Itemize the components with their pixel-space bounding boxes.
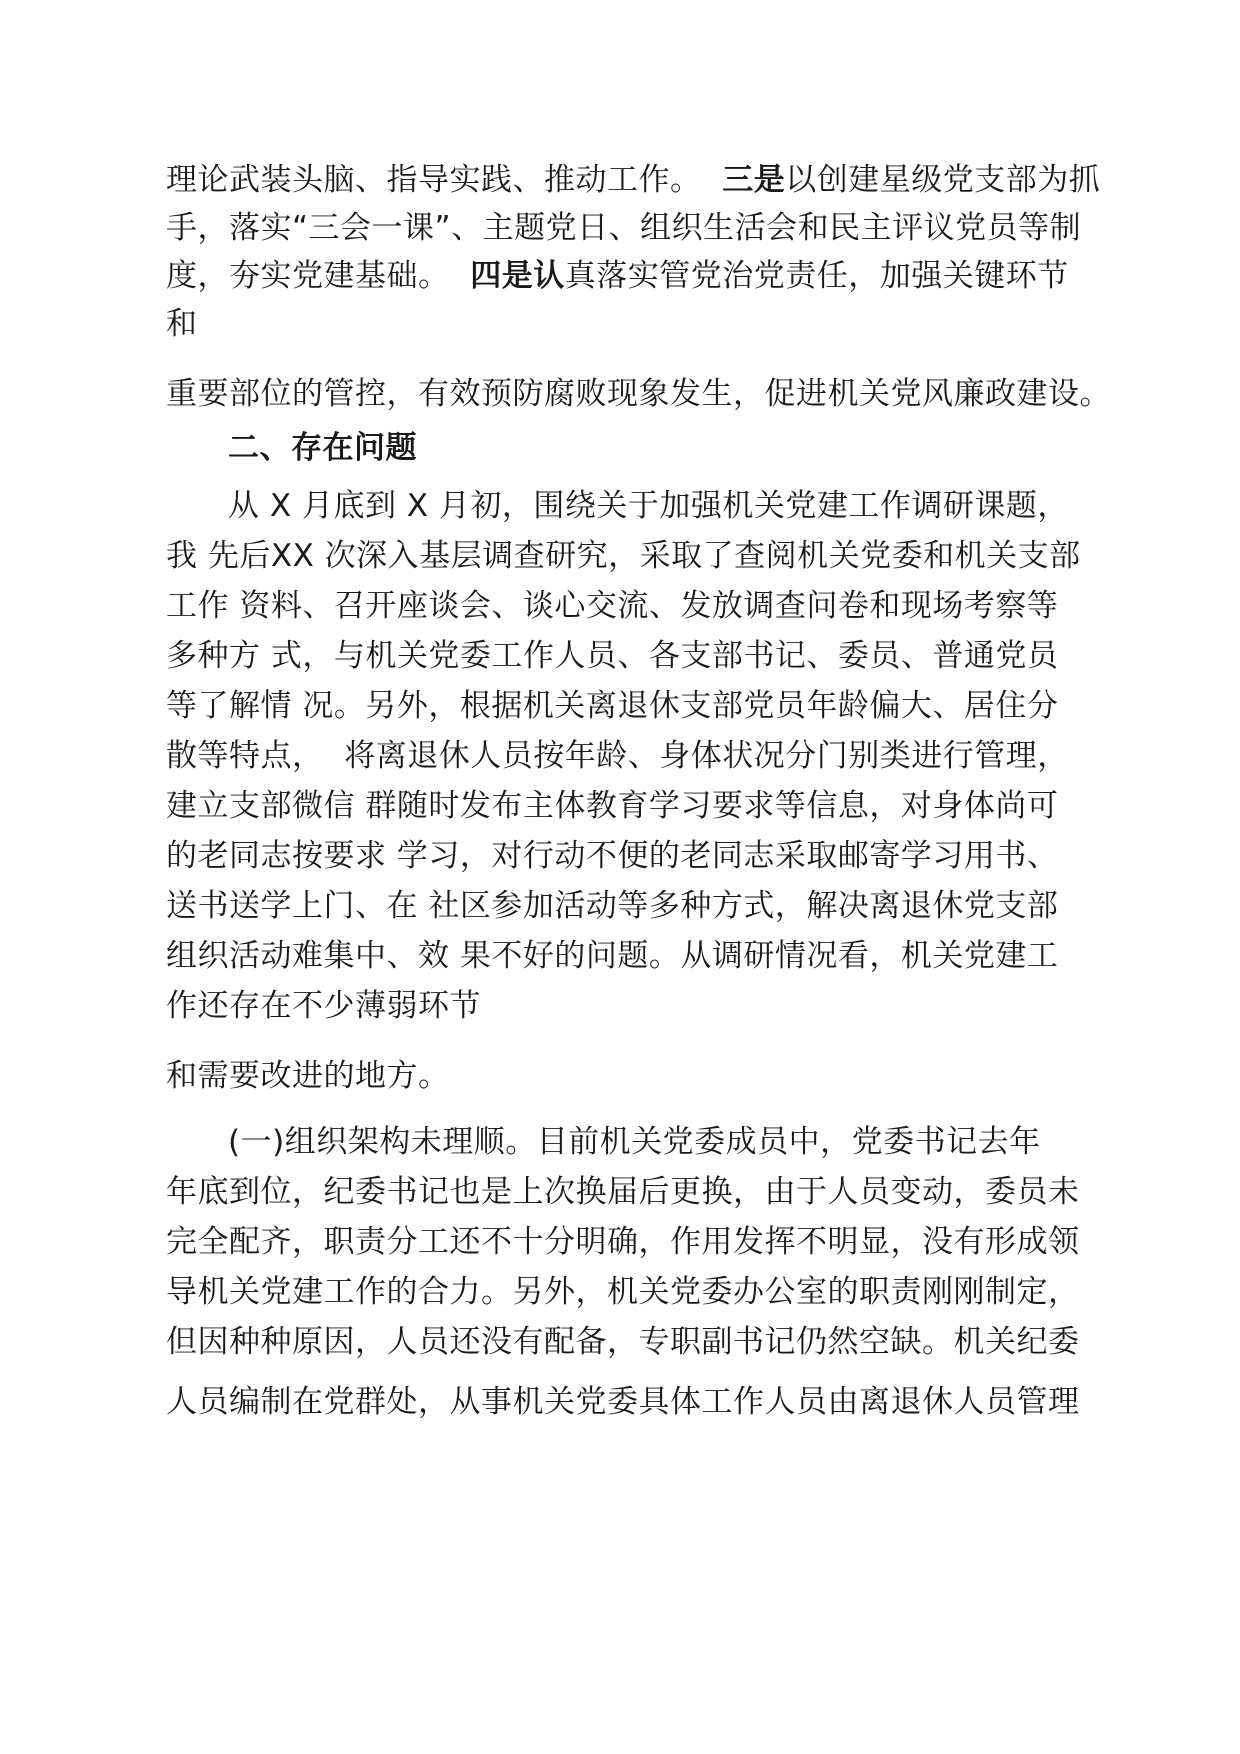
body-text-line: 从 X 月底到 X 月初，围绕关于加强机关党建工作调研课题， xyxy=(228,488,1069,524)
body-text-line: 重要部位的管控，有效预防腐败现象发生，促进机关党风廉政建设。 xyxy=(166,376,1111,412)
body-text-line: 作还存在不少薄弱环节 xyxy=(166,988,481,1024)
body-text-line: 年底到位，纪委书记也是上次换届后更换，由于人员变动，委员未 xyxy=(166,1174,1080,1210)
body-text-line xyxy=(166,160,1100,200)
text-segment: 理论武装头脑、指导实践、推动工作。 xyxy=(166,162,723,198)
body-text-line: 组织活动难集中、效 果不好的问题。从调研情况看，机关党建工 xyxy=(166,938,1059,974)
body-text-line: 人员编制在党群处，从事机关党委具体工作人员由离退休人员管理 xyxy=(166,1384,1080,1420)
emphasis-text: 三是 xyxy=(722,162,786,198)
body-text-line: 和 xyxy=(166,306,198,342)
body-text-line: 和需要改进的地方。 xyxy=(166,1058,450,1094)
body-text-line: 散等特点， 将离退休人员按年龄、身体状况分门别类进行管理， xyxy=(166,738,1069,774)
body-text-line: 的老同志按要求 学习，对行动不便的老同志采取邮寄学习用书、 xyxy=(166,838,1059,874)
body-text-line: 建立支部微信 群随时发布主体教育学习要求等信息，对身体尚可 xyxy=(166,788,1059,824)
body-text-line: 但因种种原因，人员还没有配备，专职副书记仍然空缺。机关纪委 xyxy=(166,1324,1080,1360)
body-text-line: 等了解情 况。另外，根据机关离退休支部党员年龄偏大、居住分 xyxy=(166,688,1059,724)
body-text-line: 导机关党建工作的合力。另外，机关党委办公室的职责刚刚制定， xyxy=(166,1274,1080,1310)
emphasis-text: 四是认 xyxy=(470,258,565,294)
body-text-line xyxy=(166,256,1069,296)
body-text-line: 送书送学上门、在 社区参加活动等多种方式，解决离退休党支部 xyxy=(166,888,1059,924)
body-text-line: 工作 资料、召开座谈会、谈心交流、发放调查问卷和现场考察等 xyxy=(166,588,1059,624)
body-text-line: 多种方 式，与机关党委工作人员、各支部书记、委员、普通党员 xyxy=(166,638,1059,674)
body-text-line: 完全配齐，职责分工还不十分明确，作用发挥不明显，没有形成领 xyxy=(166,1224,1080,1260)
text-segment: 以创建星级党支部为抓 xyxy=(785,162,1101,198)
body-text-line: 我 先后XX 次深入基层调查研究，采取了查阅机关党委和机关支部 xyxy=(166,538,1081,574)
body-text-line: 手，落实“三会一课”、主题党日、组织生活会和民主评议党员等制 xyxy=(166,210,1082,246)
section-heading: 二、存在问题 xyxy=(228,430,417,466)
body-text-line: (一)组织架构未理顺。目前机关党委成员中，党委书记去年 xyxy=(228,1124,1041,1160)
text-segment: 真落实管党治党责任，加强关键环节 xyxy=(564,258,1069,294)
text-segment: 度，夯实党建基础。 xyxy=(166,258,471,294)
